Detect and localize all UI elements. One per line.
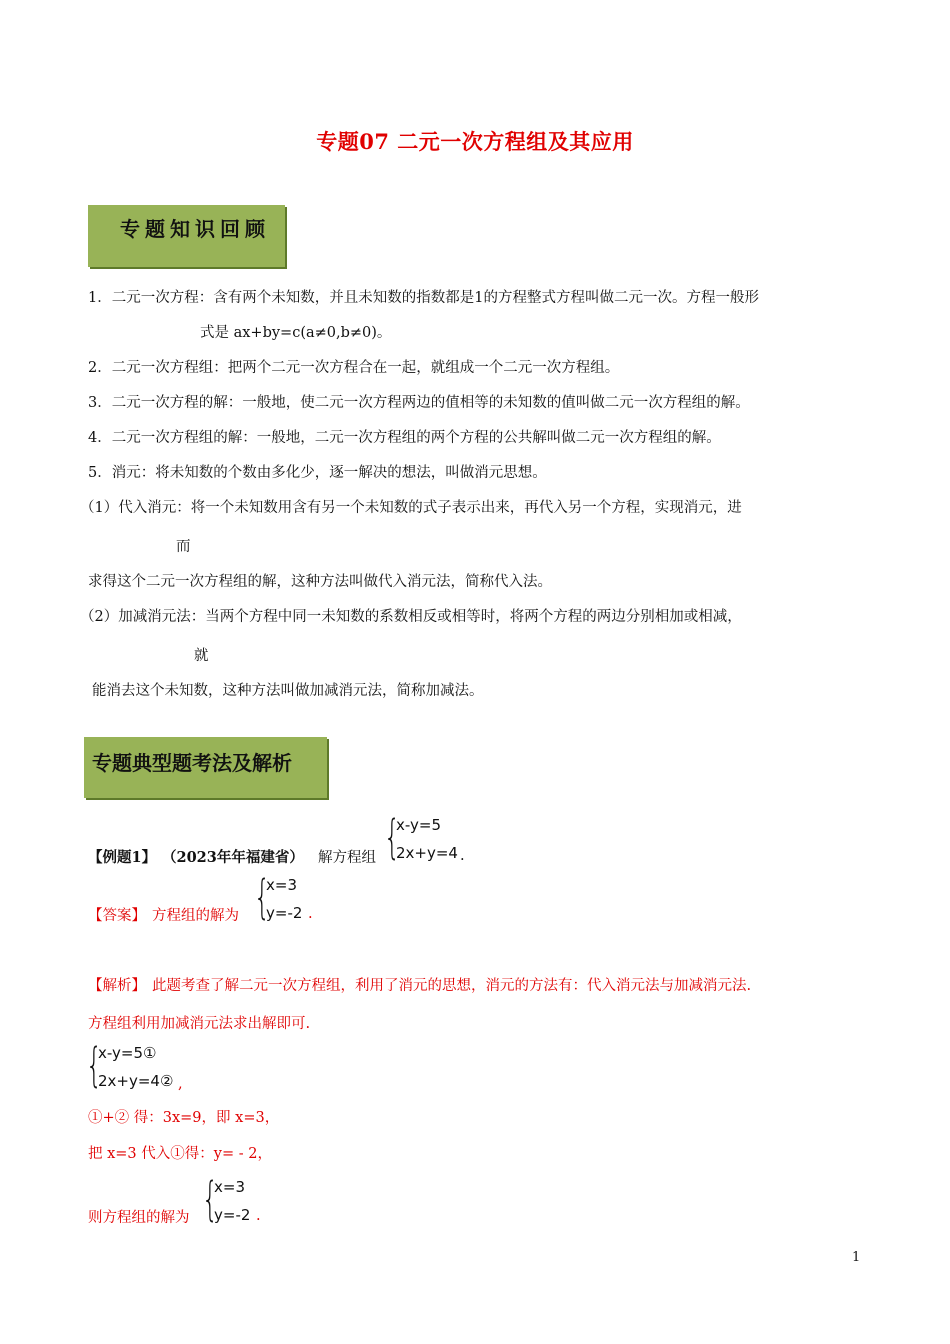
left-brace-icon: { [202,1172,219,1226]
example-period: . [460,848,465,864]
knowledge-line-addition-wrap: 就 [194,648,209,664]
solution-y: y=-2 [266,904,303,922]
analysis-text-2: 方程组利用加减消元法求出解即可. [88,1016,311,1032]
knowledge-line-addition-cont: 能消去这个未知数，这种方法叫做加减消元法，简称加减法。 [92,683,484,699]
section-header-label: 专题典型题考法及解析 [92,751,292,775]
knowledge-line-1-cont: 式是 ax+by=c(a≠0,b≠0)。 [200,325,392,341]
page-title: 专题07 二元一次方程组及其应用 [316,129,634,154]
section-header-label: 专题知识回顾 [120,217,270,241]
example-equation-system [384,812,464,868]
answer-text: 方程组的解为 [152,908,239,924]
knowledge-line-substitution-wrap: 而 [176,539,191,555]
section-header-typical-problems [84,737,327,798]
final-solution-x: x=3 [214,1178,245,1196]
knowledge-line-addition: （2）加减消元法：当两个方程中同一未知数的系数相反或相等时，将两个方程的两边分别相加或相减， [80,609,742,625]
analysis-step-2: 把 x=3 代入①得：y= - 2， [88,1146,272,1162]
knowledge-line-substitution: （1）代入消元：将一个未知数用含有另一个未知数的式子表示出来，再代入另一个方程，实现消元，进 [80,500,742,516]
example-tag: 【例题1】 [88,849,157,866]
analysis-final-text: 则方程组的解为 [88,1210,190,1226]
analysis-text-1: 此题考查了解二元一次方程组，利用了消元的思想，消元的方法有：代入消元法与加减消元法. [152,978,752,994]
equation-1-circled: x-y=5① [98,1044,157,1062]
example-prompt: 解方程组 [318,850,376,866]
page-number: 1 [852,1250,861,1265]
answer-tag: 【答案】 [88,908,146,924]
knowledge-line-5: 5．消元：将未知数的个数由多化少，逐一解决的想法，叫做消元思想。 [88,465,547,481]
analysis-final-period: . [256,1208,261,1224]
solution-x: x=3 [266,876,297,894]
analysis-comma: , [178,1076,183,1092]
answer-solution-system [254,872,314,928]
knowledge-line-2: 2．二元一次方程组：把两个二元一次方程合在一起，就组成一个二元一次方程组。 [88,360,620,376]
knowledge-line-4: 4．二元一次方程组的解：一般地，二元一次方程组的两个方程的公共解叫做二元一次方程组的解。 [88,430,721,446]
knowledge-line-3: 3．二元一次方程的解：一般地，使二元一次方程两边的值相等的未知数的值叫做二元一次方程组的解。 [88,395,750,411]
knowledge-line-1: 1．二元一次方程：含有两个未知数，并且未知数的指数都是1的方程整式方程叫做二元一次。方程一般形 [88,290,759,306]
example-source: （2023年年福建省） [162,849,304,866]
left-brace-icon: { [384,810,401,864]
section-header-knowledge-review [88,205,285,267]
equation-2: 2x+y=4 [396,844,458,862]
analysis-step-1: ①+② 得：3x=9，即 x=3， [88,1110,280,1126]
knowledge-line-substitution-cont: 求得这个二元一次方程组的解，这种方法叫做代入消元法，简称代入法。 [88,574,552,590]
equation-2-circled: 2x+y=4② [98,1072,174,1090]
answer-period: . [308,906,313,922]
analysis-tag: 【解析】 [88,978,146,994]
equation-1: x-y=5 [396,816,442,834]
left-brace-icon: { [86,1038,103,1092]
final-solution-y: y=-2 [214,1206,251,1224]
analysis-final-solution-system [202,1174,262,1230]
left-brace-icon: { [254,870,271,924]
